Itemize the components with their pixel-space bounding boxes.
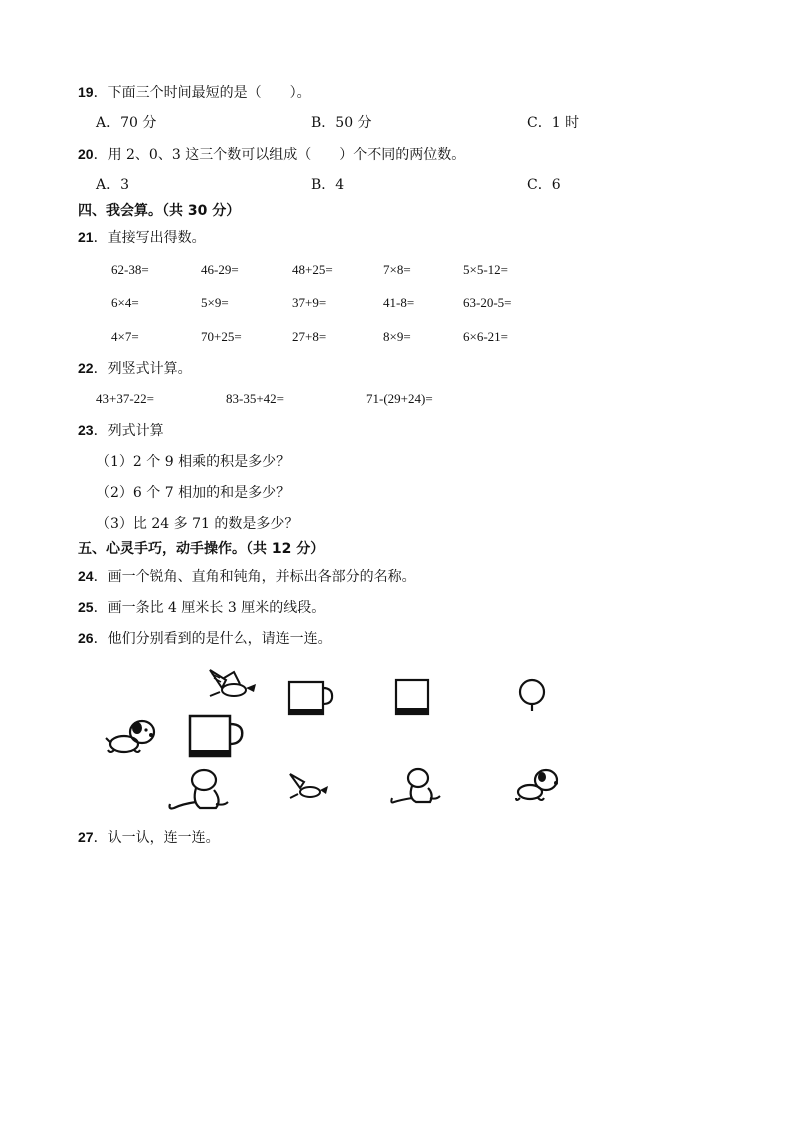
calc-item: 70+25= [201, 329, 242, 344]
question-text: ．列竖式计算。 [93, 361, 192, 377]
q20-option-c: C．6 [527, 177, 561, 193]
q19-option-a: A．70 分 [96, 115, 157, 131]
question-number: 26 [78, 630, 94, 646]
vertical-calc-item: 43+37-22= [96, 391, 154, 406]
calc-item: 7×8= [383, 262, 411, 277]
question-number: 23 [78, 422, 94, 438]
question-25 [78, 600, 325, 615]
section-4-heading: 四、我会算。（共 30 分） [78, 203, 241, 219]
calc-item: 5×5-12= [463, 262, 508, 277]
mug-icon [186, 712, 248, 762]
question-text: ．用 2、0、3 这三个数可以组成（ ）个不同的两位数。 [93, 147, 466, 163]
question-26 [78, 631, 332, 646]
vertical-calc-item: 83-35+42= [226, 391, 284, 406]
calc-item: 48+25= [292, 262, 333, 277]
question-number: 20 [78, 146, 94, 162]
calc-item: 37+9= [292, 295, 327, 310]
question-number: 22 [78, 360, 94, 376]
calc-item: 8×9= [383, 329, 411, 344]
question-20 [78, 147, 465, 162]
question-24 [78, 569, 416, 584]
question-text: ．画一条比 4 厘米长 3 厘米的线段。 [93, 600, 326, 616]
q20-option-b: B．4 [311, 177, 345, 193]
question-text: ．下面三个时间最短的是（ ）。 [93, 85, 311, 101]
mug-top-view-icon [514, 678, 550, 714]
question-text: ．直接写出得数。 [93, 230, 206, 246]
question-text: ．列式计算 [93, 423, 164, 439]
monkey-small-icon [388, 766, 444, 806]
question-number: 25 [78, 599, 94, 615]
question-text: ．认一认，连一连。 [93, 830, 220, 846]
calc-item: 6×4= [111, 295, 139, 310]
question-19 [78, 85, 311, 100]
q23-sub-1: （1）2 个 9 相乘的积是多少？ [96, 454, 291, 470]
calc-item: 4×7= [111, 329, 139, 344]
calc-item: 63-20-5= [463, 295, 512, 310]
calc-item: 41-8= [383, 295, 415, 310]
mug-view-icon [286, 678, 336, 720]
question-23 [78, 423, 164, 438]
question-27 [78, 830, 220, 845]
question-number: 24 [78, 568, 94, 584]
q23-sub-3: （3）比 24 多 71 的数是多少？ [96, 516, 299, 532]
q20-option-a: A．3 [96, 177, 130, 193]
calc-item: 62-38= [111, 262, 149, 277]
bird-small-icon [286, 770, 332, 804]
question-22 [78, 361, 192, 376]
dog-small-icon [512, 766, 562, 804]
dog-icon [104, 716, 160, 756]
question-number: 27 [78, 829, 94, 845]
q19-option-c: C．1 时 [527, 115, 580, 131]
q19-option-b: B．50 分 [311, 115, 372, 131]
calc-item: 46-29= [201, 262, 239, 277]
calc-item: 5×9= [201, 295, 229, 310]
calc-item: 27+8= [292, 329, 327, 344]
question-text: ．画一个锐角、直角和钝角，并标出各部分的名称。 [93, 569, 416, 585]
vertical-calc-item: 71-(29+24)= [366, 391, 433, 406]
cup-front-view-icon [392, 676, 432, 720]
calc-item: 6×6-21= [463, 329, 508, 344]
section-5-heading: 五、心灵手巧，动手操作。（共 12 分） [78, 541, 325, 557]
question-text: ．他们分别看到的是什么，请连一连。 [93, 631, 332, 647]
question-number: 21 [78, 229, 94, 245]
bird-icon [206, 666, 260, 702]
monkey-icon [166, 766, 232, 812]
question-21 [78, 230, 206, 245]
q23-sub-2: （2）6 个 7 相加的和是多少？ [96, 485, 291, 501]
question-number: 19 [78, 84, 94, 100]
